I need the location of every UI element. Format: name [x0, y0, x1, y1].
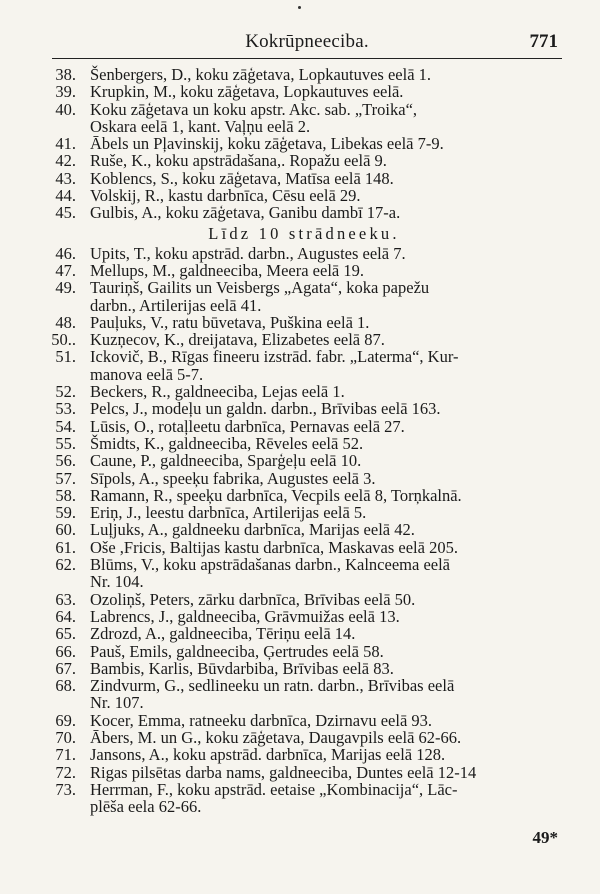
entry-text-line: Labrencs, J., galdneeciba, Grāvmuižas eelā 13.	[90, 606, 400, 626]
list-entry	[40, 187, 568, 204]
list-entry	[40, 660, 568, 677]
entry-number: 46.	[55, 243, 76, 263]
entry-number: 69.	[55, 710, 76, 730]
list-entry	[40, 591, 568, 608]
list-entry	[40, 101, 568, 136]
entry-text-line: Bambis, Karlis, Būvdarbiba, Brīvibas eelā 83.	[90, 658, 394, 678]
entry-text-line: Koku zāģetava un koku apstr. Akc. sab. „Troika“,	[90, 99, 418, 119]
list-entry	[40, 331, 568, 348]
list-entry	[40, 608, 568, 625]
list-entry	[40, 66, 568, 83]
page-header	[52, 30, 562, 59]
entry-text-line: Ruše, K., koku apstrādašana,. Ropažu eelā 9.	[90, 151, 387, 171]
list-entry	[40, 348, 568, 383]
list-entry	[40, 764, 568, 781]
entry-text-line: plēša eela 62-66.	[90, 797, 202, 817]
entry-text-line: Caune, P., galdneeciba, Sparģeļu eelā 10.	[90, 451, 362, 471]
entry-number: 57.	[55, 468, 76, 488]
entry-text-line: Ābels un Pļavinskij, koku zāģetava, Libekas eelā 7-9.	[90, 134, 444, 154]
entry-text-line: Ābers, M. un G., koku zāģetava, Daugavpils eelā 62-66.	[90, 727, 462, 747]
entry-text-line: Zdrozd, A., galdneeciba, Tēriņu eelā 14.	[90, 624, 356, 644]
list-entry	[40, 521, 568, 538]
list-entry	[40, 314, 568, 331]
page-number: 771	[529, 31, 558, 52]
entry-text-line: manova eelā 5-7.	[90, 364, 204, 384]
entry-text-line: Ickovič, B., Rīgas fineeru izstrād. fabr. „Laterma“, Kur-	[90, 347, 459, 367]
entry-number: 66.	[55, 641, 76, 661]
entry-number: 49.	[55, 278, 76, 298]
list-entry	[40, 262, 568, 279]
entry-number: 51.	[55, 347, 76, 367]
entry-number: 73.	[55, 779, 76, 799]
entry-text-line: Pelcs, J., modeļu un galdn. darbn., Brīvibas eelā 163.	[90, 399, 441, 419]
entry-text-line: Beckers, R., galdneeciba, Lejas eelā 1.	[90, 382, 345, 402]
entry-number: 42.	[55, 151, 76, 171]
list-entry	[40, 170, 568, 187]
entry-text-line: Šmidts, K., galdneeciba, Rēveles eelā 52.	[90, 433, 364, 453]
entry-number: 62.	[55, 555, 76, 575]
entry-text-line: Tauriņš, Gailits un Veisbergs „Agata“, koka papežu	[90, 278, 430, 298]
section-heading: Līdz 10 strādneeku.	[208, 223, 400, 243]
entry-number: 47.	[55, 260, 76, 280]
entry-text-line: Krupkin, M., koku zāģetava, Lopkautuves eelā.	[90, 82, 404, 102]
entry-text-line: Herrman, F., koku apstrād. eetaise „Kombinacija“, Lāc-	[90, 779, 458, 799]
entry-text-line: Volskij, R., kastu darbnīca, Cēsu eelā 29.	[90, 186, 361, 206]
list-entry	[40, 135, 568, 152]
entry-number: 38.	[55, 65, 76, 84]
entry-number: 48.	[55, 312, 76, 332]
entry-text-line: Pauļuks, V., ratu būvetava, Puškina eelā 1.	[90, 312, 370, 332]
business-list	[40, 66, 568, 815]
entry-number: 72.	[55, 762, 76, 782]
entry-number: 60.	[55, 520, 76, 540]
entry-group-b	[40, 245, 568, 816]
entry-text-line: Kocer, Emma, ratneeku darbnīca, Dzirnavu eelā 93.	[90, 710, 433, 730]
entry-number: 39.	[55, 82, 76, 102]
ink-dot	[298, 6, 301, 9]
entry-text-line: Jansons, A., koku apstrād. darbnīca, Marijas eelā 128.	[90, 745, 446, 765]
list-entry	[40, 504, 568, 521]
entry-number: 44.	[55, 186, 76, 206]
entry-number: 70.	[55, 727, 76, 747]
entry-text-line: Šenbergers, D., koku zāģetava, Lopkautuves eelā 1.	[90, 65, 432, 84]
signature-mark: 49*	[532, 828, 558, 847]
page-title: Kokrūpneeciba.	[245, 31, 369, 52]
entry-group-a	[40, 66, 568, 222]
entry-text-line: darbn., Artilerijas eelā 41.	[90, 295, 262, 315]
list-entry	[40, 781, 568, 816]
list-entry	[40, 279, 568, 314]
entry-text-line: Pauš, Emils, galdneeciba, Ģertrudes eelā 58.	[90, 641, 384, 661]
entry-text-line: Upits, T., koku apstrād. darbn., Augustes eelā 7.	[90, 243, 406, 263]
entry-number: 52.	[55, 382, 76, 402]
entry-number: 65.	[55, 624, 76, 644]
list-entry	[40, 245, 568, 262]
list-entry	[40, 452, 568, 469]
entry-number: 50..	[51, 330, 76, 350]
entry-number: 40.	[55, 99, 76, 119]
entry-text-line: Eriņ, J., leestu darbnīca, Artilerijas eelā 5.	[90, 503, 367, 523]
entry-text-line: Mellups, M., galdneeciba, Meera eelā 19.	[90, 260, 364, 280]
entry-text-line: Koblencs, S., koku zāģetava, Matīsa eelā 148.	[90, 168, 394, 188]
entry-number: 67.	[55, 658, 76, 678]
entry-number: 61.	[55, 537, 76, 557]
entry-text-line: Sīpols, A., speeķu fabrika, Augustes eelā 3.	[90, 468, 376, 488]
list-entry	[40, 152, 568, 169]
entry-text-line: Rigas pilsētas darba nams, galdneeciba, Duntes eelā 12-14	[90, 762, 477, 782]
entry-number: 63.	[55, 589, 76, 609]
entry-text-line: Luļjuks, A., galdneeku darbnīca, Marijas eelā 42.	[90, 520, 415, 540]
entry-number: 53.	[55, 399, 76, 419]
list-entry	[40, 643, 568, 660]
entry-text-line: Kuzņecov, K., dreijatava, Elizabetes eelā 87.	[90, 330, 385, 350]
entry-number: 54.	[55, 416, 76, 436]
list-entry	[40, 539, 568, 556]
list-entry	[40, 746, 568, 763]
entry-text-line: Nr. 107.	[90, 693, 144, 713]
entry-number: 59.	[55, 503, 76, 523]
entry-number: 41.	[55, 134, 76, 154]
entry-number: 58.	[55, 485, 76, 505]
entry-text-line: Oskara eelā 1, kant. Vaļņu eelā 2.	[90, 116, 311, 136]
list-entry	[40, 435, 568, 452]
list-entry	[40, 712, 568, 729]
list-entry	[40, 204, 568, 221]
entry-text-line: Zindvurm, G., sedlineeku un ratn. darbn., Brīvibas eelā	[90, 676, 455, 696]
entry-number: 56.	[55, 451, 76, 471]
list-entry	[40, 487, 568, 504]
entry-number: 45.	[55, 203, 76, 223]
entry-text-line: Lūsis, O., rotaļleetu darbnīca, Pernavas eelā 27.	[90, 416, 405, 436]
list-entry	[40, 729, 568, 746]
entry-text-line: Ozoliņš, Peters, zārku darbnīca, Brīvibas eelā 50.	[90, 589, 416, 609]
entry-number: 43.	[55, 168, 76, 188]
list-entry	[40, 418, 568, 435]
list-entry	[40, 400, 568, 417]
entry-number: 55.	[55, 433, 76, 453]
entry-text-line: Gulbis, A., koku zāģetava, Ganibu dambī 17-a.	[90, 203, 401, 223]
entry-text-line: Oše ,Fricis, Baltijas kastu darbnīca, Maskavas eelā 205.	[90, 537, 458, 557]
entry-text-line: Nr. 104.	[90, 572, 144, 592]
list-entry	[40, 625, 568, 642]
entry-number: 64.	[55, 606, 76, 626]
list-entry	[40, 83, 568, 100]
list-entry	[40, 556, 568, 591]
entry-number: 68.	[55, 676, 76, 696]
entry-text-line: Ramann, R., speeķu darbnīca, Vecpils eelā 8, Torņkalnā.	[90, 485, 462, 505]
list-entry	[40, 470, 568, 487]
list-entry	[40, 383, 568, 400]
entry-number: 71.	[55, 745, 76, 765]
entry-text-line: Blūms, V., koku apstrādašanas darbn., Kalnceema eelā	[90, 555, 450, 575]
list-entry	[40, 677, 568, 712]
